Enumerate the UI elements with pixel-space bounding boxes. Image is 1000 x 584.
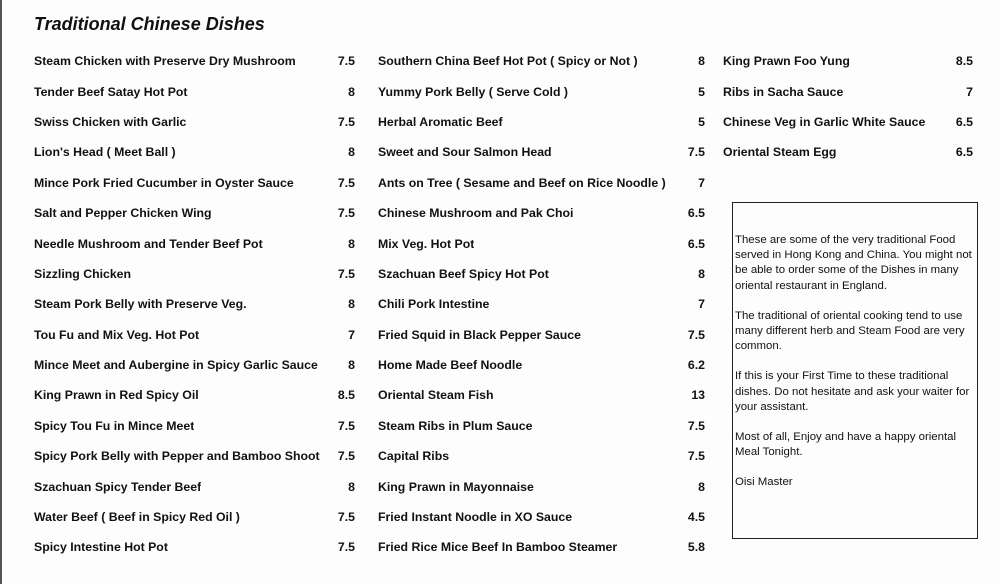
dish-name: Home Made Beef Noodle: [378, 358, 523, 373]
dish-price: 7.5: [337, 418, 355, 433]
dish-price: 8: [348, 145, 355, 160]
dish-name: Mince Meet and Aubergine in Spicy Garlic Sauce: [34, 358, 318, 373]
menu-item: [378, 228, 705, 258]
menu-item: [34, 471, 355, 501]
dish-name: Needle Mushroom and Tender Beef Pot: [34, 236, 263, 251]
dish-price: 8: [698, 266, 705, 281]
dish-price: 7.5: [337, 175, 355, 190]
dish-price: 6.5: [955, 145, 973, 160]
menu-item: [34, 228, 355, 258]
dish-name: Tender Beef Satay Hot Pot: [34, 84, 188, 99]
dish-name: Chinese Mushroom and Pak Choi: [378, 206, 574, 221]
note-paragraph-intro: These are some of the very traditional Food served in Hong Kong and China. You might not be able to order some of the Dishes in many oriental restaurant in England.: [735, 234, 972, 292]
dish-name: King Prawn Foo Yung: [723, 54, 850, 69]
dish-name: Lion's Head ( Meet Ball ): [34, 145, 176, 160]
menu-item: [34, 502, 355, 532]
dish-name: Tou Fu and Mix Veg. Hot Pot: [34, 327, 200, 342]
menu-item: [378, 107, 705, 137]
menu-item: [34, 137, 355, 167]
dish-name: Chili Pork Intestine: [378, 297, 490, 312]
dish-name: Szachuan Spicy Tender Beef: [34, 479, 202, 494]
menu-item: [378, 168, 705, 198]
menu-item: [34, 107, 355, 137]
menu-item: [378, 441, 705, 471]
dish-price: 7.5: [337, 510, 355, 525]
note-paragraph-first-time: If this is your First Time to these traditional dishes. Do not hesitate and ask your waiter for your assistant.: [735, 370, 970, 413]
dish-price: 8.5: [955, 54, 973, 69]
dish-price: 8: [348, 84, 355, 99]
menu-item: [378, 198, 705, 228]
dish-price: 7.5: [337, 540, 355, 555]
menu-item: [723, 107, 973, 137]
dish-name: Yummy Pork Belly ( Serve Cold ): [378, 84, 568, 99]
dish-price: 8.5: [337, 388, 355, 403]
dish-name: Mix Veg. Hot Pot: [378, 236, 475, 251]
dish-price: 7.5: [687, 145, 705, 160]
menu-item: [34, 168, 355, 198]
dish-name: Sweet and Sour Salmon Head: [378, 145, 552, 160]
dish-name: Capital Ribs: [378, 449, 450, 464]
dish-price: 7.5: [687, 418, 705, 433]
dish-name: Spicy Tou Fu in Mince Meet: [34, 418, 195, 433]
menu-item: [378, 259, 705, 289]
dish-price: 7.5: [687, 449, 705, 464]
dish-name: Oriental Steam Fish: [378, 388, 494, 403]
dish-name: Fried Instant Noodle in XO Sauce: [378, 510, 573, 525]
dish-price: 8: [348, 358, 355, 373]
dish-name: Spicy Intestine Hot Pot: [34, 540, 168, 555]
dish-name: Steam Pork Belly with Preserve Veg.: [34, 297, 247, 312]
menu-item: [378, 502, 705, 532]
menu-item: [34, 380, 355, 410]
dish-name: Steam Ribs in Plum Sauce: [378, 418, 533, 433]
menu-item: [378, 471, 705, 501]
menu-item: [723, 76, 973, 106]
menu-item: [378, 137, 705, 167]
menu-item: [34, 411, 355, 441]
dish-name: Southern China Beef Hot Pot ( Spicy or Not ): [378, 54, 638, 69]
dish-price: 6.5: [955, 114, 973, 129]
dish-name: Steam Chicken with Preserve Dry Mushroom: [34, 54, 296, 69]
dish-name: Swiss Chicken with Garlic: [34, 114, 187, 129]
dish-name: Mince Pork Fried Cucumber in Oyster Sauce: [34, 175, 294, 190]
dish-price: 5: [698, 84, 705, 99]
dish-name: Herbal Aromatic Beef: [378, 114, 503, 129]
dish-price: 6.5: [687, 236, 705, 251]
dish-price: 7: [698, 175, 705, 190]
dish-price: 13: [691, 388, 705, 403]
menu-item: [34, 350, 355, 380]
menu-item: [34, 76, 355, 106]
dish-name: Fried Squid in Black Pepper Sauce: [378, 327, 581, 342]
dish-name: Sizzling Chicken: [34, 266, 132, 281]
menu-column-1: [34, 46, 355, 563]
dish-name: Ants on Tree ( Sesame and Beef on Rice Noodle ): [378, 175, 666, 190]
dish-name: Szachuan Beef Spicy Hot Pot: [378, 266, 549, 281]
dish-name: Fried Rice Mice Beef In Bamboo Steamer: [378, 540, 618, 555]
menu-item: [378, 532, 705, 562]
dish-price: 5.8: [687, 540, 705, 555]
dish-price: 6.5: [687, 206, 705, 221]
menu-column-2: [378, 46, 705, 563]
menu-item: [34, 259, 355, 289]
dish-name: Spicy Pork Belly with Pepper and Bamboo Shoot: [34, 449, 320, 464]
menu-item: [34, 46, 355, 76]
dish-name: Ribs in Sacha Sauce: [723, 84, 844, 99]
menu-item: [378, 76, 705, 106]
menu-title: Traditional Chinese Dishes: [34, 14, 265, 34]
dish-price: 7.5: [337, 206, 355, 221]
dish-price: 8: [698, 54, 705, 69]
dish-price: 6.2: [687, 358, 705, 373]
menu-item: [723, 137, 973, 167]
dish-name: King Prawn in Red Spicy Oil: [34, 388, 199, 403]
dish-price: 5: [698, 114, 705, 129]
menu-item: [378, 350, 705, 380]
menu-item: [723, 46, 973, 76]
menu-item: [378, 380, 705, 410]
dish-name: Chinese Veg in Garlic White Sauce: [723, 114, 926, 129]
menu-column-3: [723, 46, 973, 168]
menu-item: [378, 289, 705, 319]
note-signature: Oisi Master: [735, 476, 793, 489]
dish-price: 7: [966, 84, 973, 99]
dish-name: Oriental Steam Egg: [723, 145, 837, 160]
info-note-box: [732, 202, 978, 539]
dish-price: 7: [698, 297, 705, 312]
dish-price: 8: [348, 297, 355, 312]
dish-price: 7.5: [337, 114, 355, 129]
dish-name: King Prawn in Mayonnaise: [378, 479, 534, 494]
dish-name: Water Beef ( Beef in Spicy Red Oil ): [34, 510, 240, 525]
menu-item: [378, 411, 705, 441]
dish-price: 7: [348, 327, 355, 342]
menu-item: [34, 198, 355, 228]
menu-item: [378, 320, 705, 350]
menu-item: [378, 46, 705, 76]
note-paragraph-enjoy: Most of all, Enjoy and have a happy oriental Meal Tonight.: [735, 431, 956, 459]
dish-price: 8: [348, 479, 355, 494]
dish-price: 7.5: [337, 54, 355, 69]
dish-name: Salt and Pepper Chicken Wing: [34, 206, 212, 221]
dish-price: 7.5: [337, 449, 355, 464]
note-paragraph-cooking: The traditional of oriental cooking tend to use many different herb and Steam Food are very common.: [735, 309, 965, 353]
menu-item: [34, 441, 355, 471]
dish-price: 8: [348, 236, 355, 251]
menu-item: [34, 532, 355, 562]
dish-price: 8: [698, 479, 705, 494]
dish-price: 7.5: [687, 327, 705, 342]
menu-item: [34, 289, 355, 319]
menu-item: [34, 320, 355, 350]
dish-price: 4.5: [687, 510, 705, 525]
dish-price: 7.5: [337, 266, 355, 281]
